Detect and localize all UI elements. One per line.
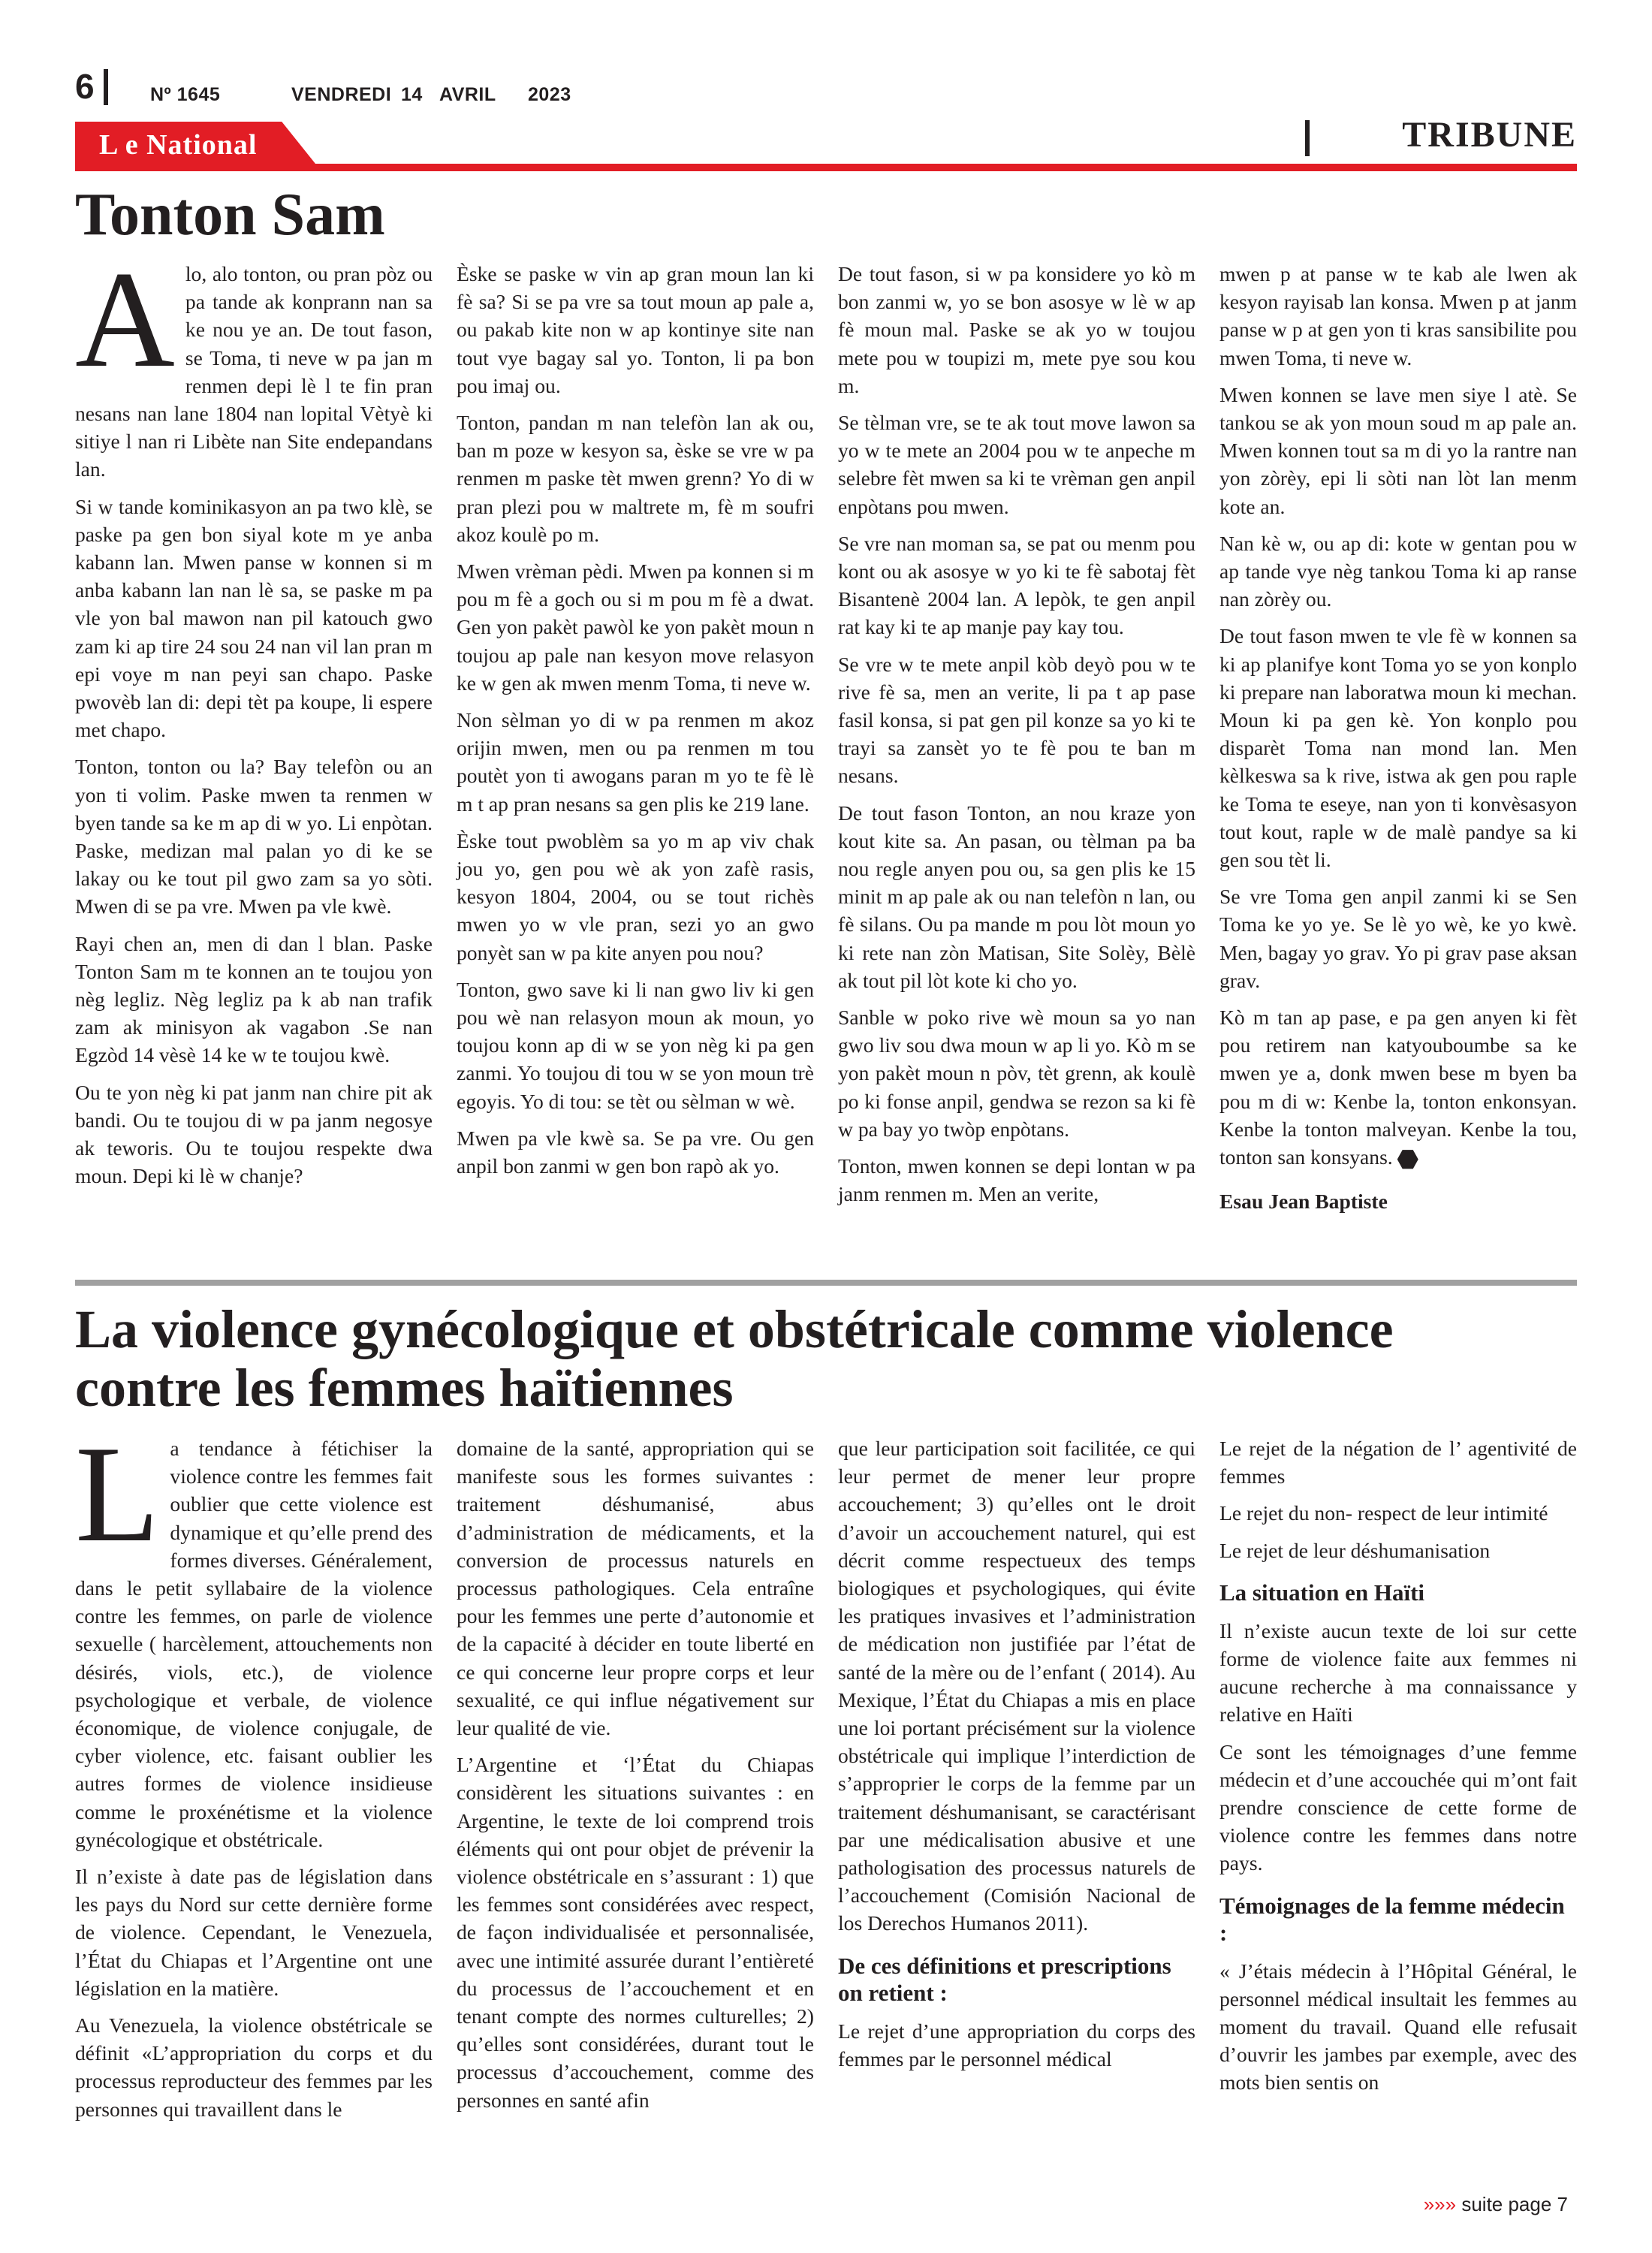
issue-number: Nº 1645: [150, 84, 221, 105]
paragraph: domaine de la santé, appropriation qui se manifeste sous les formes suivantes : traitement déshumanisé, abus d’administration de médicaments, et la conversion de processus naturels en processus pathologiques. Cela entraîne pour les femmes une perte d’autonomie et de la capacité à décider en toute liberté en ce qui concerne leur propre corps et leur sexualité, ce qui influe négativement sur leur qualité de vie.: [457, 1437, 814, 1740]
paragraph: Alo, alo tonton, ou pran pòz ou pa tande ak konprann nan sa ke nou ye an. De tout fason, se Toma, ti neve w pa jan m renmen depi lè l te fin pran nesans nan lane 1804 nan lopital Vètyè ki sitiye l nan ri Libète nan Site endepandans lan.: [75, 243, 433, 481]
paragraph: Ce sont les témoignages d’une femme médecin et d’une accouchée qui m’ont fait prendre conscience de cette forme de violence contre les femmes dans notre pays.: [1219, 1739, 1577, 1875]
paragraph: Sanble w poko rive wè moun sa yo nan gwo liv sou dwa moun w ap li yo. Kò m se yon pakèt moun n pòv, tèt grenn, ak koulè po ki fonse anpil, gendwa se rezon sa ki fè w pa bay yo twòp enpòtans.: [838, 1006, 1195, 1141]
paragraph: Non sèlman yo di w pa renmen m akoz orijin mwen, men ou pa renmen m tou poutèt yon ti awogans paran m yo te fè lè m t ap pran nesans sa gen plis ke 219 lane.: [457, 708, 814, 816]
page-number-divider: [104, 69, 108, 105]
paragraph: De tout fason Tonton, an nou kraze yon kout kite sa. An pasan, ou tèlman pa ba nou regle anyen pou ou, sa gen plis ke 15 minit m ap pale ak ou nan telefòn n lan, ou fè silans. Ou pa mande m pou lòt moun yo ki rete nan zòn Matisan, Site Solèy, Bèlè ak tout pil lòt kote ki cho yo.: [838, 801, 1195, 992]
section-title: TRIBUNE: [1402, 115, 1577, 155]
paragraph: L’Argentine et ‘l’État du Chiapas considèrent les situations suivantes : en Argentine, le texte de loi comprend trois éléments qui ont pour objet de prévenir la violence obstétricale en s’assurant : 1) que les femmes sont considérées avec respect, de façon individualisée et personnalisée, avec une intimité assurée durant l’entièreté du processus de l’accouchement et en tenant compte des normes culturelles; 2) qu’elles sont considérées, durant tout le processus d’accouchement, comme des personnes en santé afin: [457, 1753, 814, 2112]
paragraph: Tonton, mwen konnen se depi lontan w pa janm renmen m. Men an verite,: [838, 1154, 1195, 1206]
date-year: 2023: [528, 84, 571, 105]
continue-label: suite page 7: [1461, 2193, 1568, 2215]
date-month: AVRIL: [439, 84, 496, 105]
date-number: 14: [401, 84, 423, 105]
article1-column-2: [457, 260, 814, 1189]
drop-cap: L: [75, 1417, 160, 1570]
paragraph: Il n’existe à date pas de législation dans les pays du Nord sur cette dernière forme de violence. Cependant, le Venezuela, l’État du Chiapas et l’Argentine ont une législation en la matière.: [75, 1865, 433, 2000]
paragraph: « J’étais médecin à l’Hôpital Général, le personnel médical insultait les femmes au moment du travail. Quand elle refusait d’ouvrir les jambes par exemple, avec des mots bien sentis on: [1219, 1959, 1577, 2095]
page-number: 6: [75, 67, 95, 106]
paragraph: Èske tout pwoblèm sa yo m ap viv chak jou yo, gen pou wè ak yon zafè rasis, kesyon 1804, 2004, ou se tout richès mwen yo w vle pran, sezi yo an gwo ponyèt san w pa kite anyen pou nou?: [457, 828, 814, 964]
paragraph: Èske se paske w vin ap gran moun lan ki fè sa? Si se pa vre sa tout moun ap pale a, ou pakab kite non w ap kontinye site nan tout vye bagay sal yo. Tonton, li pa bon pou imaj ou.: [457, 262, 814, 397]
end-of-article-icon: [1397, 1149, 1418, 1170]
paragraph: Ou te yon nèg ki pat janm nan chire pit ak bandi. Ou te toujou di w pa janm negosye ak teworis. Ou te toujou respekte dwa moun. Depi ki lè w chanje?: [75, 1080, 433, 1188]
paragraph: Le rejet d’une appropriation du corps des femmes par le personnel médical: [838, 2019, 1195, 2071]
paragraph: Le rejet du non- respect de leur intimité: [1219, 1501, 1548, 1525]
paragraph: Tonton, pandan m nan telefòn lan ak ou, ban m poze w kesyon sa, èske se vre w pa renmen m paske tèt mwen grenn? Yo di w pran plezi pou w maltrete m, fè m soufri akoz koulè po m.: [457, 411, 814, 546]
paragraph: Se vre Toma gen anpil zanmi ki se Sen Toma ke yo ye. Se lè yo wè, ke yo kwè. Men, bagay yo grav. Yo pi grav pase aksan grav.: [1219, 885, 1577, 992]
article1-column-1: [75, 243, 433, 1199]
paragraph: mwen p at panse w te kab ale lwen ak kesyon rayisab lan konsa. Mwen p at janm panse w p at gen yon ti kras sansibilite pou mwen Toma, ti neve w.: [1219, 262, 1577, 369]
continued-on-page-link[interactable]: [1424, 2193, 1568, 2216]
paragraph: Au Venezuela, la violence obstétricale se définit «L’appropriation du corps et du processus reproducteur des femmes par les personnes qui travaillent dans le: [75, 2013, 433, 2121]
paragraph: Mwen konnen se lave men siye l atè. Se tankou se ak yon moun soud m ap pale an. Mwen konnen tout sa m di yo la rantre nan yon zòrèy, epi li sòti nan lòt lan menm kote an.: [1219, 382, 1577, 518]
subheading: Témoignages de la femme médecin :: [1219, 1892, 1565, 1946]
paragraph: Se vre nan moman sa, se pat ou menm pou kont ou ak asosye w yo ki te fè sabotaj fèt Bisantenè 2004 lan. A lepòk, te gen anpil rat kay ki te ap manje pay kay tou.: [838, 531, 1195, 639]
article1-column-3: [838, 260, 1195, 1217]
article-title-tonton-sam: Tonton Sam: [75, 182, 385, 248]
article2-column-4: [1219, 1434, 1577, 2106]
article2-column-3: [838, 1434, 1195, 2082]
title-line: La violence gynécologique et obstétricale comme violence: [75, 1299, 1394, 1359]
paragraph: Tonton, gwo save ki li nan gwo liv ki gen pou wè nan relasyon moun ak moun, yo toujou konn ap di w se yon nèg ki pa gen zanmi. Yo toujou di tou w se yon moun trè egoyis. Yo di tou: se tèt ou sèlman w wè.: [457, 977, 814, 1113]
paragraph: Il n’existe aucun texte de loi sur cette forme de violence faite aux femmes ni aucune recherche à ma connaissance y relative en Haïti: [1219, 1618, 1577, 1727]
title-line: contre les femmes haïtiennes: [75, 1357, 734, 1418]
paragraph: De tout fason mwen te vle fè w konnen sa ki ap planifye kont Toma yo se yon konplo ki prepare nan laboratwa moun ki mechan. Moun ki pa gen kè. Yon konplo pou disparèt Toma nan mond lan. Men kèlkeswa sa k rive, istwa ak gen pou raple ke Toma te eseye, nan yon ti konvèsasyon tout kout, raple w de malè pandye sa ki gen sou tèt li.: [1219, 624, 1577, 872]
drop-cap: A: [75, 243, 175, 396]
paragraph: Kò m tan ap pase, e pa gen anyen ki fèt pou retirem nan katyouboumbe sa ke mwen ye a, donk mwen bese m byen ba pou m di w: Kenbe la, tonton enkonsyan. Kenbe la tonton malveyan. Kenbe la tou, tonton san konsyans.: [1219, 1006, 1577, 1169]
continue-arrows-icon: »»»: [1423, 2193, 1457, 2215]
date-day: VENDREDI: [291, 84, 392, 105]
paragraph: Le rejet de leur déshumanisation: [1219, 1538, 1491, 1562]
paragraph: Le rejet de la négation de l’ agentivité de femmes: [1219, 1437, 1577, 1488]
article-title-violence: [75, 1301, 1577, 1418]
subheading: La situation en Haïti: [1219, 1579, 1425, 1606]
brand-logo: L e National: [99, 129, 258, 161]
paragraph: De tout fason, si w pa konsidere yo kò m bon zanmi w, yo se bon asosye w lè w ap fè moun mal. Paske se ak yo w toujou mete pou w toupizi m, mete pye sou kou m.: [838, 262, 1195, 397]
paragraph: Rayi chen an, men di dan l blan. Paske Tonton Sam m te konnen an te toujou yon nèg legliz. Nèg legliz pa k ab nan trafik zam ak minisyon ak vagabon .Se nan Egzòd 14 vèsè 14 ke w te toujou kwè.: [75, 931, 433, 1067]
paragraph: Se tèlman vre, se te ak tout move lawon sa yo w te mete an 2004 pou w te anpeche m selebre fèt mwen sa ki te vrèman gen anpil enpòtans pou mwen.: [838, 411, 1195, 518]
section-divider: [1305, 120, 1310, 156]
header-rule: [75, 164, 1577, 171]
paragraph: Se vre w te mete anpil kòb deyò pou w te rive fè sa, men an verite, li pa t ap pase fasil konsa, si pat gen pil konze sa yo ki te trayi sa zansèt yo te fè pou te ban m nesans.: [838, 652, 1195, 788]
paragraph: que leur participation soit facilitée, ce qui leur permet de mener leur propre accouchement; 3) qu’elles ont le droit d’avoir un accouchement naturel, qui est décrit comme respectueux des temps biologiques et psychologiques, qui évite les pratiques invasives et l’administration de médication non justifiée par l’état de santé de la mère ou de l’enfant ( 2014). Au Mexique, l’État du Chiapas a mis en place une loi portant précisément sur la violence obstétricale qui implique l’interdiction de s’approprier le corps de la femme par un traitement déshumanisant, se caractérisant par une médicalisation abusive et une pathologisation des processus naturels de l’accouchement (Comisión Nacional de los Derechos Humanos 2011).: [838, 1437, 1195, 1935]
article2-column-1: [75, 1417, 433, 2132]
article2-column-2: [457, 1434, 814, 2123]
paragraph: Mwen pa vle kwè sa. Se pa vre. Ou gen anpil bon zanmi w gen bon rapò ak yo.: [457, 1126, 814, 1178]
author-byline: Esau Jean Baptiste: [1219, 1190, 1388, 1214]
paragraph: Mwen vrèman pèdi. Mwen pa konnen si m pou m fè a goch ou si m pou m fè a dwat. Gen yon pakèt pawòl ke yon pakèt moun n toujou ap pale nan kesyon move relasyon ke w gen ak mwen menm Toma, ti neve w.: [457, 559, 814, 695]
subheading: De ces définitions et prescriptions on retient :: [838, 1952, 1171, 2006]
paragraph: Si w tande kominikasyon an pa two klè, se paske pa gen bon siyal kote m ye anba kabann lan. Mwen panse w konnen si m anba kabann lan nan lè sa, se paske m pa vle yon bal mawon nan pil katouch gwo zam ki ap tire 24 sou 24 nan vil lan pran m epi voye m nan peyi san chapo. Paske pwovèb lan di: depi tèt pa koupe, li espere met chapo.: [75, 494, 433, 742]
paragraph: La tendance à fétichiser la violence contre les femmes fait oublier que cette violence est dynamique et qu’elle prend des formes diverses. Généralement, dans le petit syllabaire de la violence contre les femmes, on parle de violence sexuelle ( harcèlement, attouchements non désirés, viols, etc.), de violence psychologique et verbale, de violence économique, de violence conjugale, de cyber violence, etc. faisant oublier les autres formes de violence insidieuse comme le proxénétisme et la violence gynécologique et obstétricale.: [75, 1417, 433, 1851]
article-divider: [75, 1280, 1577, 1286]
paragraph: Nan kè w, ou ap di: kote w gentan pou w ap tande vye nèg tankou Toma ki ap ranse nan zòrèy ou.: [1219, 531, 1577, 611]
paragraph: Tonton, tonton ou la? Bay telefòn ou an yon ti volim. Paske mwen ta renmen w byen tande sa ke m ap di w yo. Li enpòtan. Paske, medizan mal palan yo di ke se lakay ou ke tout pil gwo zam sa yo sòti. Mwen di se pa vre. Mwen pa vle kwè.: [75, 755, 433, 918]
article1-column-4: [1219, 260, 1577, 1225]
